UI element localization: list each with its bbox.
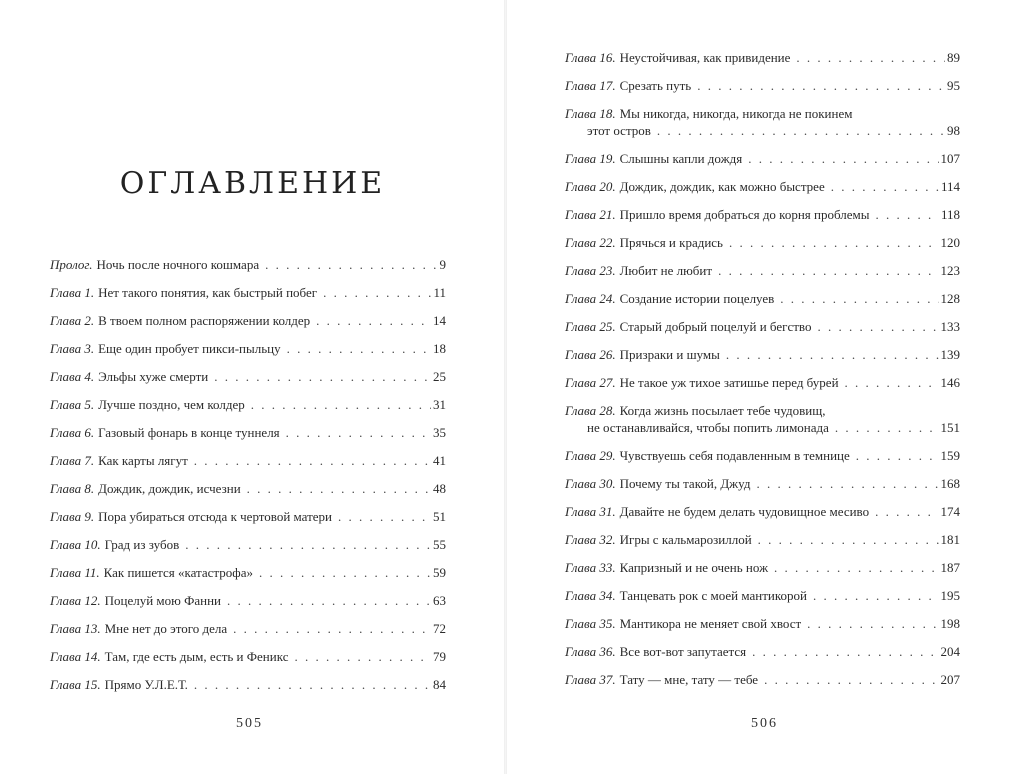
toc-entry	[565, 475, 960, 503]
chapter-title: Чувствуешь себя подавленным в темнице	[619, 448, 850, 463]
chapter-title: Поцелуй мою Фанни	[104, 593, 222, 608]
chapter-title: Дождик, дождик, как можно быстрее	[619, 179, 825, 194]
toc-entry	[565, 346, 960, 374]
toc-entry	[565, 49, 960, 77]
toc-list-left	[50, 256, 446, 704]
page-ref: 195	[940, 588, 960, 603]
chapter-prefix: Глава 11.	[50, 565, 100, 580]
page-ref: 120	[940, 235, 960, 250]
chapter-title-continued: не останавливайся, чтобы попить лимонада	[587, 420, 829, 435]
dot-leader	[251, 396, 431, 413]
chapter-prefix: Глава 5.	[50, 397, 95, 412]
chapter-prefix: Глава 27.	[565, 375, 616, 390]
chapter-prefix: Глава 14.	[50, 649, 101, 664]
toc-entry	[565, 671, 960, 699]
chapter-prefix: Глава 29.	[565, 448, 616, 463]
dot-leader	[259, 564, 431, 581]
dot-leader	[233, 620, 431, 637]
toc-entry	[50, 368, 446, 396]
chapter-prefix: Глава 13.	[50, 621, 101, 636]
chapter-prefix: Глава 31.	[565, 504, 616, 519]
dot-leader	[758, 531, 939, 548]
dot-leader	[294, 648, 431, 665]
toc-entry	[50, 340, 446, 368]
dot-leader	[316, 312, 431, 329]
dot-leader	[813, 587, 939, 604]
dot-leader	[817, 318, 938, 335]
page-ref: 48	[433, 481, 446, 496]
left-page	[0, 0, 505, 774]
dot-leader	[752, 643, 938, 660]
chapter-prefix: Глава 10.	[50, 537, 101, 552]
toc-entry	[565, 234, 960, 262]
toc-entry	[50, 508, 446, 536]
toc-entry	[50, 424, 446, 452]
chapter-title: Все вот-вот запутается	[619, 644, 747, 659]
toc-entry	[50, 256, 446, 284]
chapter-title: Прямо У.Л.Е.Т.	[104, 677, 188, 692]
dot-leader	[194, 676, 431, 693]
chapter-title: Тату — мне, тату — тебе	[619, 672, 759, 687]
toc-heading: ОГЛАВЛЕНИЕ	[119, 166, 386, 201]
chapter-title: Лучше поздно, чем колдер	[98, 397, 245, 412]
chapter-prefix: Глава 3.	[50, 341, 95, 356]
page-ref: 35	[433, 425, 446, 440]
chapter-prefix: Глава 24.	[565, 291, 616, 306]
toc-entry	[565, 531, 960, 559]
toc-entry	[50, 564, 446, 592]
dot-leader	[697, 77, 945, 94]
chapter-prefix: Глава 6.	[50, 425, 95, 440]
dot-leader	[748, 150, 938, 167]
page-ref: 174	[940, 504, 960, 519]
dot-leader	[856, 447, 939, 464]
chapter-title: Газовый фонарь в конце туннеля	[98, 425, 280, 440]
chapter-title: Срезать путь	[619, 78, 692, 93]
toc-entry	[565, 503, 960, 531]
toc-list-right	[565, 49, 960, 699]
toc-entry	[565, 559, 960, 587]
page-ref: 123	[940, 263, 960, 278]
chapter-prefix: Глава 15.	[50, 677, 101, 692]
chapter-title: Пора убираться отсюда к чертовой матери	[98, 509, 333, 524]
page-ref: 187	[940, 560, 960, 575]
chapter-prefix: Глава 8.	[50, 481, 95, 496]
page-ref: 204	[940, 644, 960, 659]
toc-entry	[565, 178, 960, 206]
chapter-title: Дождик, дождик, исчезни	[98, 481, 241, 496]
chapter-title: Как пишется «катастрофа»	[103, 565, 253, 580]
chapter-title: Капризный и не очень нож	[619, 560, 769, 575]
dot-leader	[657, 122, 945, 139]
page-number: 505	[236, 716, 263, 731]
chapter-prefix: Глава 18.	[565, 106, 616, 121]
chapter-title: Танцевать рок с моей мантикорой	[619, 588, 807, 603]
page-ref: 84	[433, 677, 446, 692]
toc-entry	[565, 374, 960, 402]
page-ref: 89	[947, 50, 960, 65]
page-number: 506	[751, 716, 778, 731]
chapter-prefix: Пролог.	[50, 257, 93, 272]
chapter-prefix: Глава 1.	[50, 285, 95, 300]
page-ref: 159	[940, 448, 960, 463]
dot-leader	[774, 559, 938, 576]
toc-entry-line	[565, 105, 960, 122]
chapter-title: Давайте не будем делать чудовищное месиво	[619, 504, 870, 519]
page-ref: 139	[940, 347, 960, 362]
chapter-prefix: Глава 37.	[565, 672, 616, 687]
chapter-prefix: Глава 9.	[50, 509, 95, 524]
toc-entry	[565, 150, 960, 178]
chapter-prefix: Глава 4.	[50, 369, 95, 384]
toc-entry	[565, 105, 960, 150]
dot-leader	[845, 374, 939, 391]
page-ref: 9	[439, 257, 446, 272]
page-ref: 168	[940, 476, 960, 491]
chapter-prefix: Глава 20.	[565, 179, 616, 194]
toc-entry	[50, 648, 446, 676]
page-ref: 11	[433, 285, 446, 300]
chapter-prefix: Глава 19.	[565, 151, 616, 166]
chapter-prefix: Глава 28.	[565, 403, 616, 418]
dot-leader	[214, 368, 431, 385]
page-ref: 133	[940, 319, 960, 334]
chapter-prefix: Глава 26.	[565, 347, 616, 362]
dot-leader	[265, 256, 437, 273]
page-ref: 72	[433, 621, 446, 636]
page-ref: 95	[947, 78, 960, 93]
dot-leader	[323, 284, 431, 301]
page-ref: 181	[940, 532, 960, 547]
chapter-title-continued: этот остров	[587, 123, 651, 138]
dot-leader	[718, 262, 938, 279]
chapter-title: Мантикора не меняет свой хвост	[619, 616, 802, 631]
page-ref: 114	[940, 179, 960, 194]
toc-entry	[50, 312, 446, 340]
chapter-title: Мы никогда, никогда, никогда не покинем	[619, 106, 853, 121]
dot-leader	[247, 480, 431, 497]
chapter-title: Создание истории поцелуев	[619, 291, 775, 306]
page-ref: 207	[940, 672, 960, 687]
toc-entry	[565, 587, 960, 615]
chapter-title: Призраки и шумы	[619, 347, 720, 362]
dot-leader	[286, 424, 431, 441]
chapter-prefix: Глава 33.	[565, 560, 616, 575]
chapter-title: Слышны капли дождя	[619, 151, 743, 166]
dot-leader	[194, 452, 431, 469]
dot-leader	[227, 592, 431, 609]
chapter-title: Нет такого понятия, как быстрый побег	[98, 285, 318, 300]
chapter-prefix: Глава 34.	[565, 588, 616, 603]
toc-entry	[565, 643, 960, 671]
toc-entry	[50, 676, 446, 704]
page-ref: 18	[433, 341, 446, 356]
toc-entry	[50, 480, 446, 508]
toc-entry	[50, 592, 446, 620]
chapter-title: Еще один пробует пикси-пыльцу	[98, 341, 281, 356]
chapter-title: Когда жизнь посылает тебе чудовищ,	[619, 403, 826, 418]
chapter-title: В твоем полном распоряжении колдер	[98, 313, 311, 328]
right-page	[507, 0, 1011, 774]
page-ref: 107	[940, 151, 960, 166]
chapter-prefix: Глава 35.	[565, 616, 616, 631]
page-ref: 31	[433, 397, 446, 412]
page-ref: 128	[940, 291, 960, 306]
dot-leader	[756, 475, 938, 492]
toc-entry	[50, 620, 446, 648]
toc-entry	[565, 77, 960, 105]
chapter-prefix: Глава 30.	[565, 476, 616, 491]
toc-entry	[565, 206, 960, 234]
page-ref: 79	[433, 649, 446, 664]
toc-entry	[565, 447, 960, 475]
dot-leader	[875, 503, 938, 520]
chapter-title: Неустойчивая, как привидение	[619, 50, 791, 65]
toc-entry-line	[565, 122, 960, 139]
toc-entry	[565, 318, 960, 346]
page-ref: 55	[433, 537, 446, 552]
page-ref: 51	[433, 509, 446, 524]
chapter-title: Игры с кальмарозиллой	[619, 532, 752, 547]
page-ref: 14	[433, 313, 446, 328]
toc-entry	[565, 615, 960, 643]
toc-entry	[50, 396, 446, 424]
chapter-prefix: Глава 25.	[565, 319, 616, 334]
chapter-prefix: Глава 7.	[50, 453, 95, 468]
chapter-prefix: Глава 32.	[565, 532, 616, 547]
page-ref: 63	[433, 593, 446, 608]
page-ref: 146	[940, 375, 960, 390]
chapter-prefix: Глава 36.	[565, 644, 616, 659]
chapter-prefix: Глава 16.	[565, 50, 616, 65]
page-ref: 25	[433, 369, 446, 384]
dot-leader	[287, 340, 431, 357]
dot-leader	[831, 178, 939, 195]
toc-entry	[50, 284, 446, 312]
chapter-prefix: Глава 12.	[50, 593, 101, 608]
page-ref: 118	[940, 207, 960, 222]
dot-leader	[726, 346, 939, 363]
chapter-prefix: Глава 22.	[565, 235, 616, 250]
chapter-prefix: Глава 21.	[565, 207, 616, 222]
toc-entry	[565, 402, 960, 447]
page-ref: 151	[940, 420, 960, 435]
page-ref: 59	[433, 565, 446, 580]
dot-leader	[764, 671, 938, 688]
dot-leader	[807, 615, 938, 632]
chapter-title: Прячься и крадись	[619, 235, 723, 250]
chapter-prefix: Глава 2.	[50, 313, 95, 328]
chapter-prefix: Глава 23.	[565, 263, 616, 278]
chapter-title: Там, где есть дым, есть и Феникс	[104, 649, 289, 664]
chapter-prefix: Глава 17.	[565, 78, 616, 93]
page-ref: 41	[433, 453, 446, 468]
toc-entry	[50, 536, 446, 564]
dot-leader	[876, 206, 939, 223]
dot-leader	[185, 536, 431, 553]
toc-entry-line	[565, 402, 960, 419]
chapter-title: Любит не любит	[619, 263, 713, 278]
dot-leader	[835, 419, 939, 436]
chapter-title: Старый добрый поцелуй и бегство	[619, 319, 812, 334]
dot-leader	[338, 508, 431, 525]
dot-leader	[796, 49, 945, 66]
chapter-title: Не такое уж тихое затишье перед бурей	[619, 375, 839, 390]
page-ref: 98	[947, 123, 960, 138]
toc-entry-line	[565, 419, 960, 436]
toc-entry	[565, 262, 960, 290]
chapter-title: Мне нет до этого дела	[104, 621, 228, 636]
chapter-title: Ночь после ночного кошмара	[96, 257, 260, 272]
chapter-title: Пришло время добраться до корня проблемы	[619, 207, 870, 222]
dot-leader	[729, 234, 939, 251]
page-ref: 198	[940, 616, 960, 631]
toc-entry	[50, 452, 446, 480]
chapter-title: Почему ты такой, Джуд	[619, 476, 751, 491]
chapter-title: Град из зубов	[104, 537, 180, 552]
chapter-title: Как карты лягут	[98, 453, 188, 468]
toc-entry	[565, 290, 960, 318]
dot-leader	[780, 290, 938, 307]
chapter-title: Эльфы хуже смерти	[98, 369, 209, 384]
